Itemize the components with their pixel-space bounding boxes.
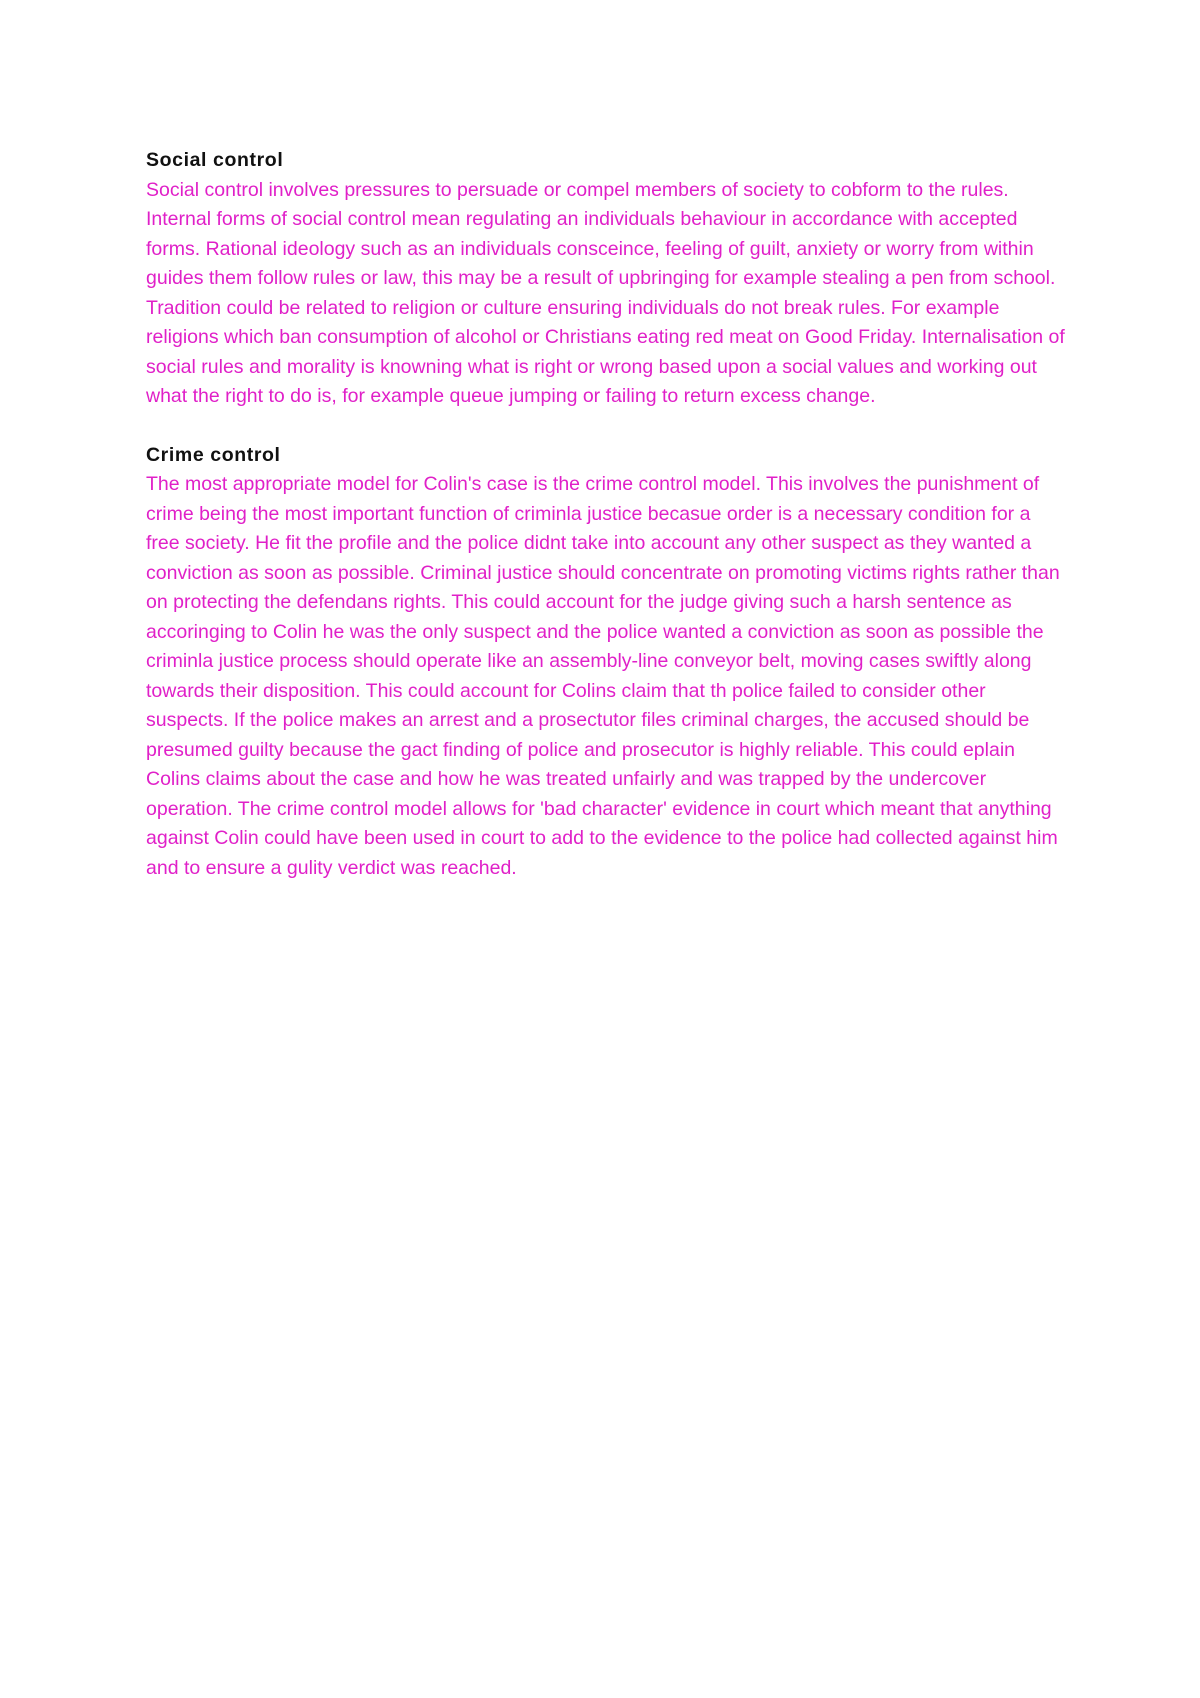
- section-body: Social control involves pressures to persuade or compel members of society to cobform to the rules. Internal forms of social control mean regulating an individuals behaviour in accordance with accepted forms. Rational ideology such as an individuals consceince, feeling of guilt, anxiety or worry from within guides them follow rules or law, this may be a result of upbringing for example stealing a pen from school. Tradition could be related to religion or culture ensuring individuals do not break rules. For example religions which ban consumption of alcohol or Christians eating red meat on Good Friday. Internalisation of social rules and morality is knowning what is right or wrong based upon a social values and working out what the right to do is, for example queue jumping or failing to return excess change.: [146, 178, 1065, 407]
- section-body: The most appropriate model for Colin's case is the crime control model. This involves the punishment of crime being the most important function of criminla justice becasue order is a necessary condition for a free society. He fit the profile and the police didnt take into account any other suspect as they wanted a conviction as soon as possible. Criminal justice should concentrate on promoting victims rights rather than on protecting the defendans rights. This could account for the judge giving such a harsh sentence as accoringing to Colin he was the only suspect and the police wanted a conviction as soon as possible the criminla justice process should operate like an assembly-line conveyor belt, moving cases swiftly along towards their disposition. This could account for Colins claim that th police failed to consider other suspects. If the police makes an arrest and a prosectutor files criminal charges, the accused should be presumed guilty because the gact finding of police and prosecutor is highly reliable. This could eplain Colins claims about the case and how he was treated unfairly and was trapped by the undercover operation. The crime control model allows for 'bad character' evidence in court which meant that anything against Colin could have been used in court to add to the evidence to the police had collected against him and to ensure a gulity verdict was reached.: [146, 473, 1060, 879]
- document-content: [146, 146, 1066, 912]
- section-heading: Crime control: [146, 443, 281, 466]
- section-heading: Social control: [146, 149, 284, 171]
- section-social-control: [146, 146, 1066, 412]
- section-crime-control: [146, 441, 1066, 884]
